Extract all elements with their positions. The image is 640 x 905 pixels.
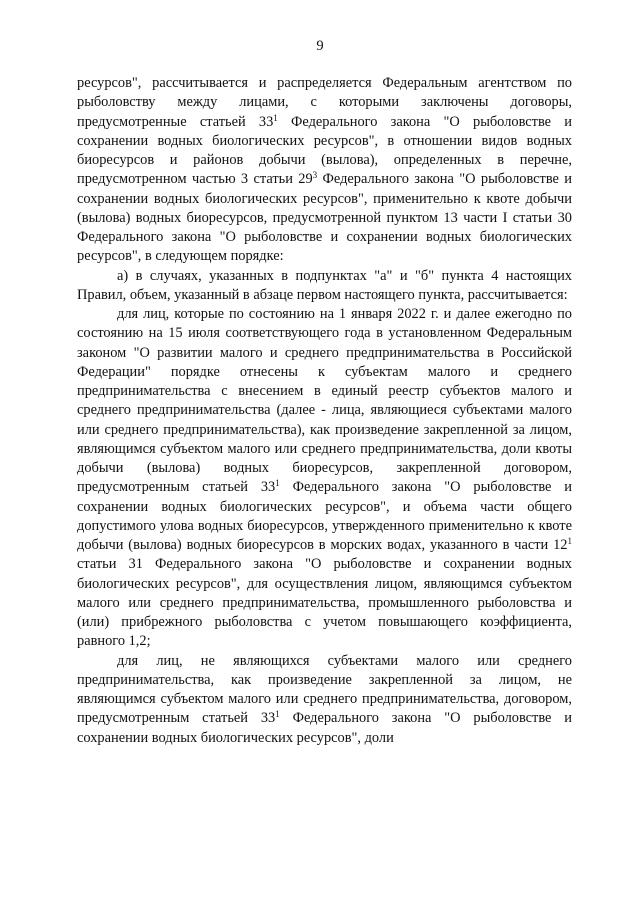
superscript: 3 [312,170,318,181]
paragraph-text: ресурсов", рассчитывается и распределяется Федеральным агентством по рыболовству между лицами, с которыми заключены договоры, предусмотренные статьей 33 [77,75,572,130]
superscript: 1 [273,112,278,123]
paragraph-text: Федерального закона "О рыболовстве и сохранении водных биологических ресурсов", в отношении видов водных биоресурсов и районов добычи (вылова), определенных в перечне, предусмотренном частью 3 статьи 29 [77,113,572,188]
paragraph-text: Федерального закона "О рыболовстве и сохранении водных биологических ресурсов", и объема части общего допустимого улова водных биоресурсов, утвержденного применительно к квоте добычи (вылова) водных биоресурсов в морских водах, указанного в части 12 [77,479,572,553]
document-body [77,74,572,748]
paragraph-text: для лиц, которые по состоянию на 1 января 2022 г. и далее ежегодно по состоянию на 15 июля соответствующего года в установленном Федеральным законом "О развитии малого и среднего предпринимательства в Российской Федерации" порядке отнесены к субъектам малого и среднего предпринимательства с внесением в единый реестр субъектов малого и среднего предпринимательства (далее - лица, являющиеся субъектами малого или среднего предпринимательства), как произведение закрепленной за лицом, являющимся субъектом малого или среднего предпринимательства, доли квоты добычи (вылова) водных биоресурсов, закрепленной договором, предусмотренным статьей 33 [77,306,572,496]
paragraph-text: а) в случаях, указанных в подпунктах "а" и "б" пункта 4 настоящих Правил, объем, указанный в абзаце первом настоящего пункта, рассчитывается: [77,267,572,303]
paragraph-text: для лиц, не являющихся субъектами малого или среднего предпринимательства, как произведение закрепленной за лицом, не являющимся субъектом малого или среднего предпринимательства, договором, предусмотренным статьей 33 [77,652,572,727]
paragraph-text: Федерального закона "О рыболовстве и сохранении водных биологических ресурсов", применительно к квоте добычи (вылова) водных биоресурсов, предусмотренной пунктом 13 части I статьи 30 Федерального закона "О рыболовстве и сохранении водных биологических ресурсов", в следующем порядке: [77,171,572,265]
paragraph-4 [77,652,572,748]
superscript: 1 [275,478,280,489]
paragraph-text: Федерального закона "О рыболовстве и сохранении водных биологических ресурсов", доли [77,710,572,746]
page-number: 9 [316,38,324,54]
paragraph-2 [77,267,572,306]
paragraph-text: статьи 31 Федерального закона "О рыболовстве и сохранении водных биологических ресурсов", для осуществления лицом, являющимся субъектом малого или среднего предпринимательства, промышленного рыболовства и (или) прибрежного рыболовства с учетом повышающего коэффициента, равного 1,2; [77,556,572,650]
superscript: 1 [275,709,280,720]
paragraph-3 [77,305,572,652]
superscript: 1 [567,536,572,546]
paragraph-1 [77,74,572,267]
